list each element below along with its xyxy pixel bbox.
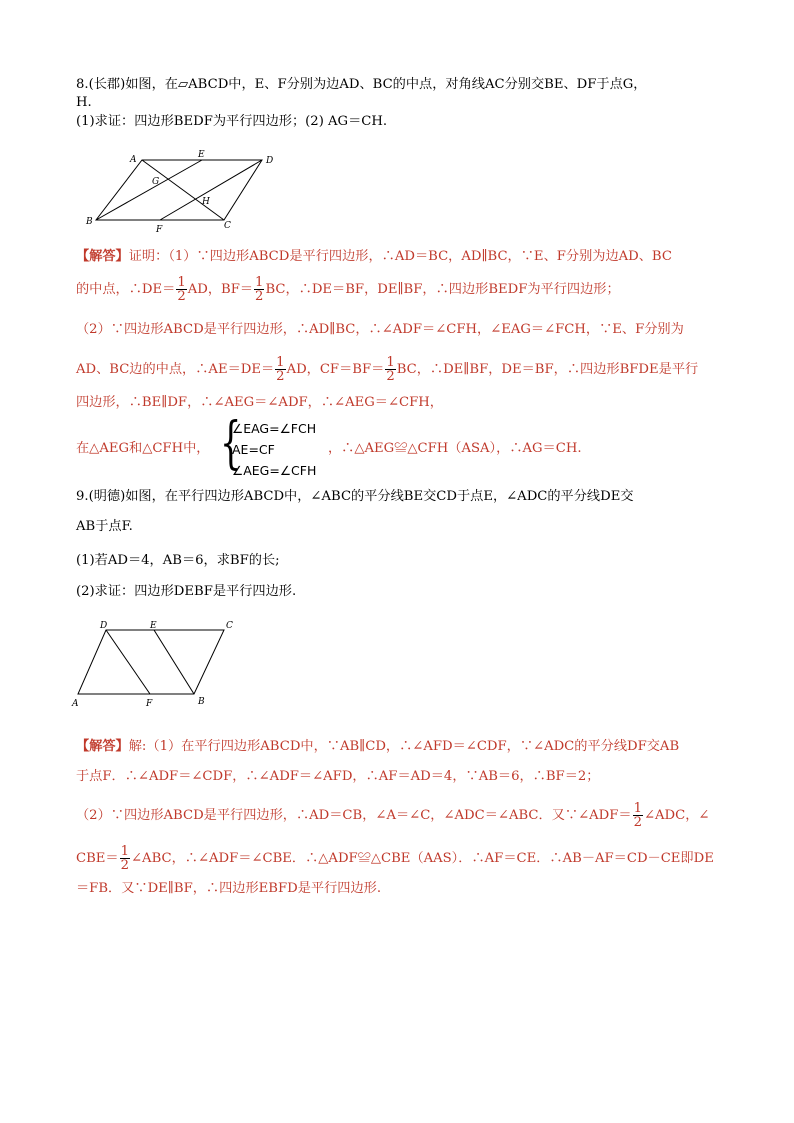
q9-ans2-a-post: ∠ADC，∠	[643, 808, 710, 823]
q8-label-h: H	[202, 197, 210, 207]
q8-label-d: D	[266, 156, 274, 166]
q9-ans2-b-post: ∠ABC，∴∠ADF＝∠CBE．∴△ADF≌△CBE（AAS）．∴AF＝CE．∴AB－AF＝CD－CE即DE	[131, 851, 714, 866]
q8-parts: (1)求证：四边形BEDF为平行四边形；(2) AG＝CH.	[76, 114, 388, 129]
q8-answer-part2-line3: 四边形，∴BE∥DF，∴∠AEG＝∠ADF，∴∠AEG＝∠CFH，	[76, 395, 443, 410]
q9-answer-line1	[76, 738, 679, 756]
q9-stem-line2: AB于点F.	[76, 519, 133, 534]
q8-ans2-b-pre: AD、BC边的中点，∴AE＝DE＝	[76, 362, 275, 377]
q8-answer-line1	[76, 248, 672, 266]
q9-answer-part2-line3: ＝FB．又∵DE∥BF，∴四边形EBFD是平行四边形.	[76, 881, 382, 896]
q8-answer-tag: 【解答】	[76, 249, 129, 264]
q8-system-eq1: ∠EAG=∠FCH	[232, 421, 317, 436]
q8-system-eq2: AE=CF	[232, 442, 275, 457]
q8-system-eq3: ∠AEG=∠CFH	[232, 463, 317, 478]
q9-ans2-b-pre: CBE＝	[76, 851, 119, 866]
q9-label-f: F	[146, 699, 153, 709]
q9-part2: (2)求证：四边形DEBF是平行四边形.	[76, 584, 297, 599]
fraction-half: $\frac{1}{2}$	[633, 801, 642, 830]
q9-label-a: A	[72, 699, 79, 709]
q8-label-g: G	[152, 177, 160, 187]
q8-ans1-b-pre: 的中点，∴DE＝	[76, 282, 176, 297]
q8-stem-line1: 8.(长郡)如图，在▱ABCD中，E、F分别为边AD、BC的中点，对角线AC分别交BE、DF于点G，	[76, 77, 647, 92]
q9-segment-df	[106, 630, 150, 694]
q9-label-e: E	[150, 621, 157, 631]
q9-ans2-a-pre: （2）∵四边形ABCD是平行四边形，∴AD＝CB，∠A＝∠C，∠ADC＝∠ABC．又∵∠ADF＝	[76, 808, 632, 823]
q8-label-b: B	[86, 217, 93, 227]
q8-stem-line2: H.	[76, 95, 92, 110]
q8-label-f: F	[156, 225, 163, 235]
q9-parallelogram-abcd	[78, 630, 224, 694]
fraction-half: $\frac{1}{2}$	[276, 355, 285, 384]
left-brace-icon: {	[220, 411, 242, 476]
q8-parallelogram-figure	[82, 146, 282, 236]
q9-ans1-text-a: 解:（1）在平行四边形ABCD中，∵AB∥CD，∴∠AFD＝∠CDF，∵∠ADC的平分线DF交AB	[128, 739, 680, 754]
q9-answer-part2-line2	[76, 845, 714, 872]
q8-ans1-text-a: 证明：（1）∵四边形ABCD是平行四边形，∴AD＝BC，AD∥BC，∵E、F分别为边AD、BC	[128, 249, 672, 264]
q8-answer-part2-line2	[76, 356, 698, 383]
q8-ans2-b-mid: AD，CF＝BF＝	[286, 362, 385, 377]
q8-label-a: A	[130, 155, 137, 165]
q8-ans1-b-post: BC，∴DE＝BF，DE∥BF，∴四边形BEDF为平行四边形；	[265, 282, 620, 297]
q8-segment-be	[96, 160, 202, 220]
q9-label-b: B	[198, 697, 205, 707]
fraction-half: $\frac{1}{2}$	[386, 355, 395, 384]
q9-segment-be	[154, 630, 194, 694]
q9-label-d: D	[100, 621, 108, 631]
q9-parallelogram-figure	[70, 616, 240, 710]
q9-answer-part2-line1	[76, 802, 709, 829]
q9-label-c: C	[226, 621, 233, 631]
q8-answer-part2-line1: （2）∵四边形ABCD是平行四边形，∴AD∥BC，∴∠ADF＝∠CFH，∠EAG＝∠FCH，∵E、F分别为	[76, 322, 684, 337]
q9-stem-line1: 9.(明德)如图，在平行四边形ABCD中，∠ABC的平分线BE交CD于点E，∠ADC的平分线DE交	[76, 489, 634, 504]
fraction-half: $\frac{1}{2}$	[255, 275, 264, 304]
q8-label-c: C	[224, 221, 231, 231]
q8-label-e: E	[198, 150, 205, 160]
fraction-half: $\frac{1}{2}$	[120, 844, 129, 873]
q8-system-intro: 在△AEG和△CFH中，	[76, 441, 210, 456]
fraction-half: $\frac{1}{2}$	[177, 275, 186, 304]
q8-parallelogram-abcd	[96, 160, 262, 220]
q8-system-conclusion: ，∴△AEG≌△CFH（ASA），∴AG＝CH.	[328, 441, 582, 456]
q8-ans2-b-post: BC，∴DE∥BF，DE＝BF，∴四边形BFDE是平行	[396, 362, 699, 377]
q9-answer-line2: 于点F．∴∠ADF＝∠CDF，∴∠ADF＝∠AFD，∴AF＝AD＝4，∵AB＝6，∴BF＝2；	[76, 769, 600, 784]
q9-part1: (1)若AD＝4，AB＝6，求BF的长;	[76, 553, 280, 568]
q9-answer-tag: 【解答】	[76, 739, 129, 754]
q8-answer-line2	[76, 276, 620, 303]
q8-ans1-b-mid: AD，BF＝	[187, 282, 254, 297]
